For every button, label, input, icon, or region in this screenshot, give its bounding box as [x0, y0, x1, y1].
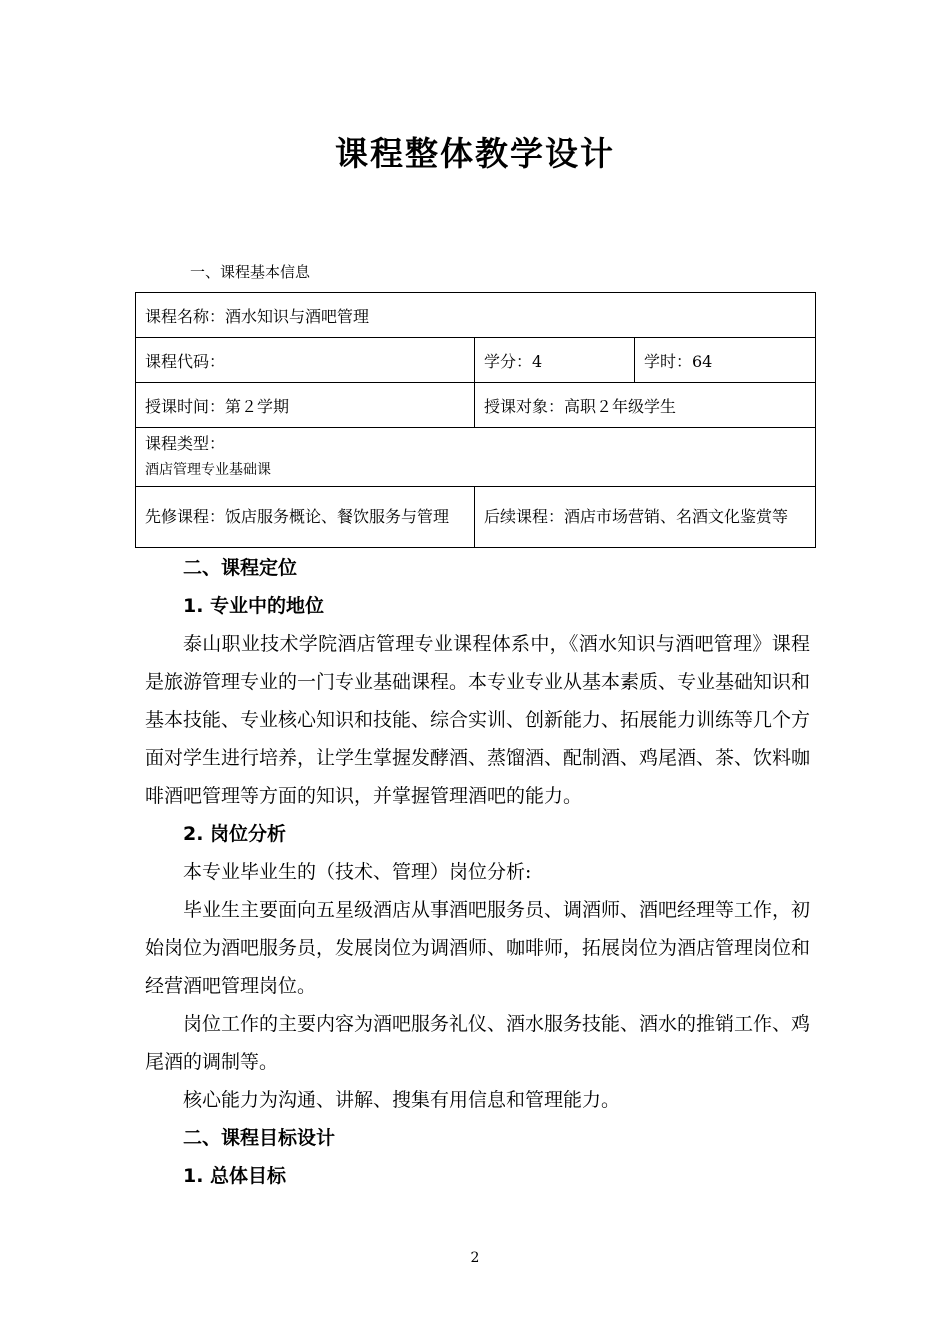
- paragraph-jobs-intro: 本专业毕业生的（技术、管理）岗位分析:: [183, 861, 532, 883]
- prerequisites-cell: 先修课程：饭店服务概论、餐饮服务与管理: [136, 487, 475, 548]
- table-row: [136, 428, 816, 487]
- credits-cell: 学分：4: [475, 338, 635, 383]
- heading-goals: 二、课程目标设计: [183, 1127, 336, 1149]
- heading-jobs: 2. 岗位分析: [183, 823, 287, 845]
- page-title: 课程整体教学设计: [335, 134, 615, 173]
- paragraph-jobs-2: 岗位工作的主要内容为酒吧服务礼仪、酒水服务技能、酒水的推销工作、鸡尾酒的调制等。: [145, 1013, 811, 1073]
- course-type-cell: [136, 428, 816, 487]
- paragraph-jobs-1: 毕业生主要面向五星级酒店从事酒吧服务员、调酒师、酒吧经理等工作，初始岗位为酒吧服务员，发展岗位为调酒师、咖啡师，拓展岗位为酒店管理岗位和经营酒吧管理岗位。: [145, 899, 811, 997]
- course-type-value: 酒店管理专业基础课: [145, 462, 271, 478]
- page-number: 2: [470, 1250, 480, 1266]
- paragraph-jobs-3: 核心能力为沟通、讲解、搜集有用信息和管理能力。: [183, 1089, 621, 1111]
- table-row: [136, 487, 816, 548]
- heading-overall-goal: 1. 总体目标: [183, 1165, 287, 1187]
- heading-role: 1. 专业中的地位: [183, 595, 325, 617]
- paragraph-role: 泰山职业技术学院酒店管理专业课程体系中，《酒水知识与酒吧管理》课程是旅游管理专业的一门专业基础课程。本专业专业从基本素质、专业基础知识和基本技能、专业核心知识和技能、综合实训、创新能力、拓展能力训练等几个方面对学生进行培养，让学生掌握发酵酒、蒸馏酒、配制酒、鸡尾酒、茶、饮料咖啡酒吧管理等方面的知识，并掌握管理酒吧的能力。: [145, 633, 811, 807]
- table-row: [136, 338, 816, 383]
- hours-cell: 学时：64: [635, 338, 816, 383]
- table-row: [136, 293, 816, 338]
- course-code-cell: 课程代码：: [136, 338, 475, 383]
- section-heading-basic-info: 一、课程基本信息: [190, 263, 311, 281]
- course-name-cell: 课程名称：酒水知识与酒吧管理: [136, 293, 816, 338]
- course-info-table: [135, 292, 816, 548]
- followups-cell: 后续课程：酒店市场营销、名酒文化鉴赏等: [475, 487, 816, 548]
- document-body: [145, 549, 810, 1195]
- heading-positioning: 二、课程定位: [183, 557, 298, 579]
- term-cell: 授课时间：第２学期: [136, 383, 475, 428]
- audience-cell: 授课对象：高职２年级学生: [475, 383, 816, 428]
- table-row: [136, 383, 816, 428]
- course-type-label: 课程类型：: [145, 434, 226, 453]
